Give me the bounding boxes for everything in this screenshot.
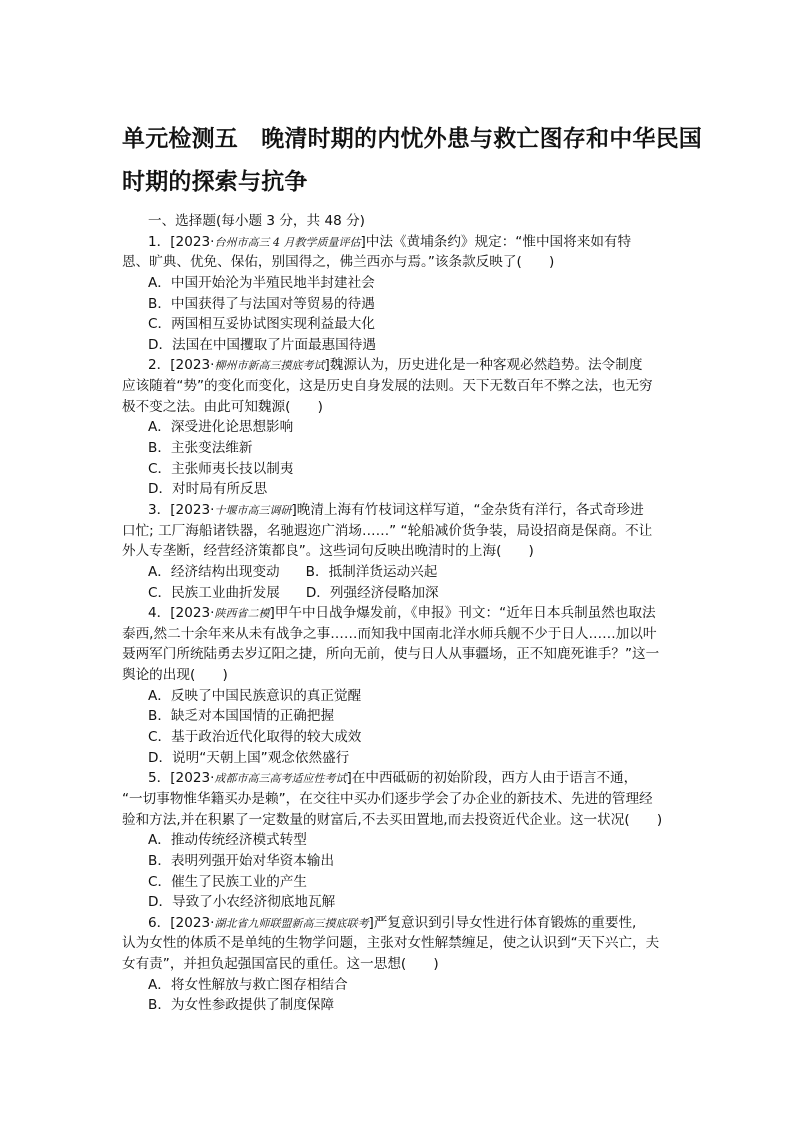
option: A．反映了中国民族意识的真正觉醒 — [148, 687, 362, 704]
option: B．主张变法维新 — [148, 440, 253, 457]
option: C．两国相互妥协试图实现利益最大化 — [148, 316, 375, 333]
question-source: 柳州市新高三摸底考试 — [214, 359, 325, 373]
question-2-stem-cont: 极不变之法。由此可知魏源( ) — [122, 398, 323, 415]
question-source: 陕西省二模 — [214, 607, 270, 621]
question-5-stem-cont: 验和方法,并在积累了一定数量的财富后,不去买田置地,而去投资近代企业。这一状况( ) — [122, 811, 663, 828]
question-source: 台州市高三 4 月教学质量评估 — [214, 235, 361, 249]
question-6-stem: 6．[2023·湖北省九师联盟新高三摸底联考]严复意识到引导女性进行体育锻炼的重要性, — [148, 914, 637, 931]
option: B．中国获得了与法国对等贸易的待遇 — [148, 295, 375, 312]
option: D．列强经济侵略加深 — [305, 584, 439, 601]
question-4-stem-cont: 舆论的出现( ) — [122, 667, 228, 684]
option: C．主张师夷长技以制夷 — [148, 460, 294, 477]
question-2-stem: 2．[2023·柳州市新高三摸底考试]魏源认为，历史进化是一种客观必然趋势。法令制度 — [148, 357, 643, 374]
document-body — [122, 211, 675, 1016]
section-heading: 一、选择题(每小题 3 分，共 48 分) — [148, 213, 365, 229]
option-pair — [122, 583, 675, 604]
question-source: 成都市高三高考适应性考试 — [214, 772, 347, 786]
question-6-stem-cont: 认为女性的体质不是单纯的生物学问题，主张对女性解禁缠足，使之认识到“天下兴亡，夫 — [122, 935, 660, 952]
option: B．抵制洋货运动兴起 — [305, 563, 438, 580]
question-5-stem: 5．[2023·成都市高三高考适应性考试]在中西砥砺的初始阶段，西方人由于语言不通， — [148, 770, 638, 787]
option: A．深受进化论思想影响 — [148, 419, 294, 436]
option: A．经济结构出现变动 — [148, 563, 280, 580]
option: A．将女性解放与救亡图存相结合 — [148, 976, 348, 993]
question-3-stem-cont: 外人专垄断，经营经济策都良”。这些词句反映出晚清时的上海( ) — [122, 543, 534, 560]
document-title-line-1: 单元检测五 晚清时期的内忧外患与救亡图存和中华民国 — [122, 125, 702, 152]
option: C．基于政治近代化取得的较大成效 — [148, 729, 362, 746]
option: A．推动传统经济模式转型 — [148, 832, 307, 849]
option: A．中国开始沦为半殖民地半封建社会 — [148, 274, 375, 291]
option: D．说明“天朝上国”观念依然盛行 — [148, 749, 350, 766]
question-4-stem-cont: 泰西,然二十余年来从未有战争之事……而知我中国南北洋水师兵舰不少于日人……加以叶 — [122, 625, 657, 642]
question-6-stem-cont: 女有责”，并担负起强国富民的重任。这一思想( ) — [122, 956, 439, 973]
document-title-line-2: 时期的探索与抗争 — [122, 168, 308, 195]
option: D．对时局有所反思 — [148, 481, 268, 498]
question-1-stem-cont: 恩、旷典、优免、保佑，别国得之，佛兰西亦与焉。”该条款反映了( ) — [122, 254, 555, 271]
question-4-stem-cont: 聂两军门所统陆勇去岁辽阳之捷，所向无前，使与日人从事疆场，正不知鹿死谁手？”这一 — [122, 646, 660, 663]
question-3-stem-cont: 口忙; 工厂海船诸铁器，名驰遐迩广消场……” “轮船减价货争装，局设招商是保商。不让 — [122, 522, 653, 539]
option: B．缺乏对本国国情的正确把握 — [148, 708, 335, 725]
question-3-stem: 3．[2023·十堰市高三调研]晚清上海有竹枝词这样写道，“金杂货有洋行，各式奇珍进 — [148, 501, 644, 518]
option: D．导致了小农经济彻底地瓦解 — [148, 894, 336, 911]
option: B．表明列强开始对华资本输出 — [148, 852, 335, 869]
option-pair — [122, 562, 675, 583]
question-4-stem: 4．[2023·陕西省二模]甲午中日战争爆发前，《申报》刊文：“近年日本兵制虽然也取法 — [148, 605, 656, 622]
question-1-stem: 1．[2023·台州市高三 4 月教学质量评估]中法《黄埔条约》规定：“惟中国将来如有特 — [148, 233, 632, 250]
option: C．民族工业曲折发展 — [148, 584, 280, 601]
question-source: 十堰市高三调研 — [214, 503, 292, 517]
question-source: 湖北省九师联盟新高三摸底联考 — [214, 916, 369, 930]
option: C．催生了民族工业的产生 — [148, 873, 308, 890]
option: B．为女性参政提供了制度保障 — [148, 997, 335, 1014]
question-2-stem-cont: 应该随着“势”的变化而变化，这是历史自身发展的法则。天下无数百年不弊之法，也无穷 — [122, 378, 653, 395]
option: D．法国在中国攫取了片面最惠国待遇 — [148, 336, 376, 353]
question-5-stem-cont: “一切事物惟华籍买办是赖”，在交往中买办们逐步学会了办企业的新技术、先进的管理经 — [122, 790, 653, 807]
